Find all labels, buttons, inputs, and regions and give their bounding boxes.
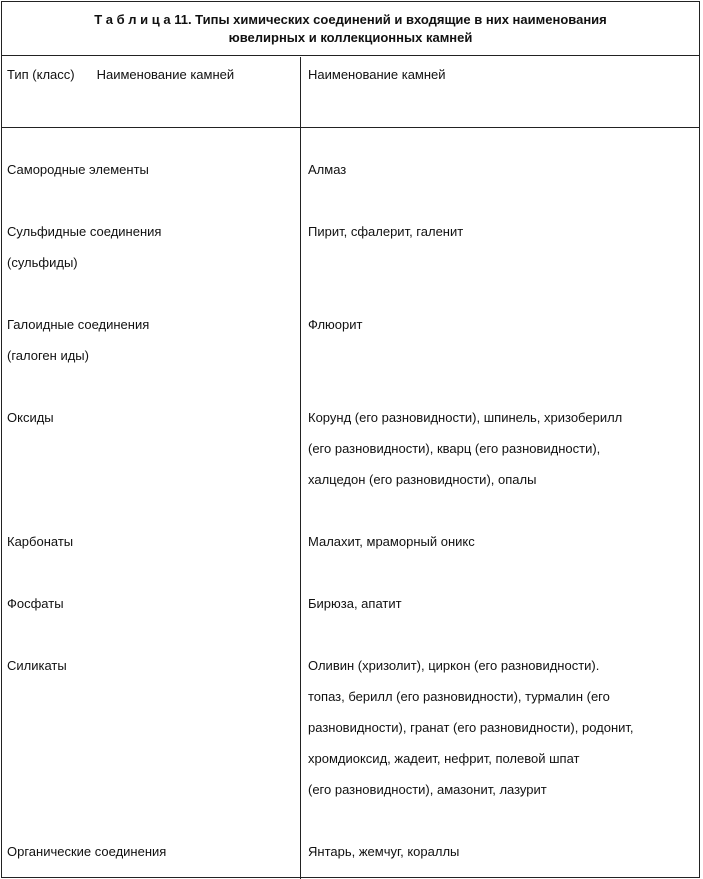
table-row-stones: Алмаз [308, 162, 347, 177]
table-row-type: Силикаты [7, 658, 67, 673]
table-row-stones: Корунд (его разновидности), шпинель, хризоберилл (его разновидности), кварц (его разновидности), халцедон (его разновидности), опалы [308, 410, 623, 487]
header-left-name-label: Наименование камней [96, 67, 235, 82]
table-row-type: Фосфаты [7, 596, 64, 611]
table-row-type: Галоидные соединения (галоген иды) [7, 317, 150, 363]
table-row-type: Самородные элементы [7, 162, 149, 177]
table-row-stones: Янтарь, жемчуг, кораллы [308, 844, 460, 859]
table-row-type: Органические соединения [7, 844, 167, 859]
header-type-cell [7, 60, 234, 90]
table-row-type: Оксиды [7, 410, 54, 425]
table-row-stones: Флюорит [308, 317, 363, 332]
table-title [2, 2, 699, 56]
header-type-label: Тип (класс) [7, 67, 75, 82]
table-row-type: Сульфидные соединения (сульфиды) [7, 224, 162, 270]
header-stones-cell [308, 60, 446, 90]
table-row-type: Карбонаты [7, 534, 74, 549]
header-divider [2, 127, 699, 128]
table-row-stones: Оливин (хризолит), циркон (его разновидности). топаз, берилл (его разновидности), турмалин (его разновидности), гранат (его разновидности), родонит, хромдиоксид, жадеит, нефрит, полевой шпат (его разновидности), амазонит, лазурит [308, 658, 634, 797]
table-row-stones: Бирюза, апатит [308, 596, 402, 611]
header-right-name-label: Наименование камней [308, 67, 446, 82]
table-title-line-2: ювелирных и коллекционных камней [228, 30, 473, 45]
table-row-stones: Пирит, сфалерит, галенит [308, 224, 464, 239]
table-title-line-1: Т а б л и ц а 11. Типы химических соединений и входящие в них наименования [94, 12, 607, 27]
table-bottom-border [2, 877, 699, 878]
column-divider [300, 57, 301, 879]
table-row-stones: Малахит, мраморный оникс [308, 534, 475, 549]
